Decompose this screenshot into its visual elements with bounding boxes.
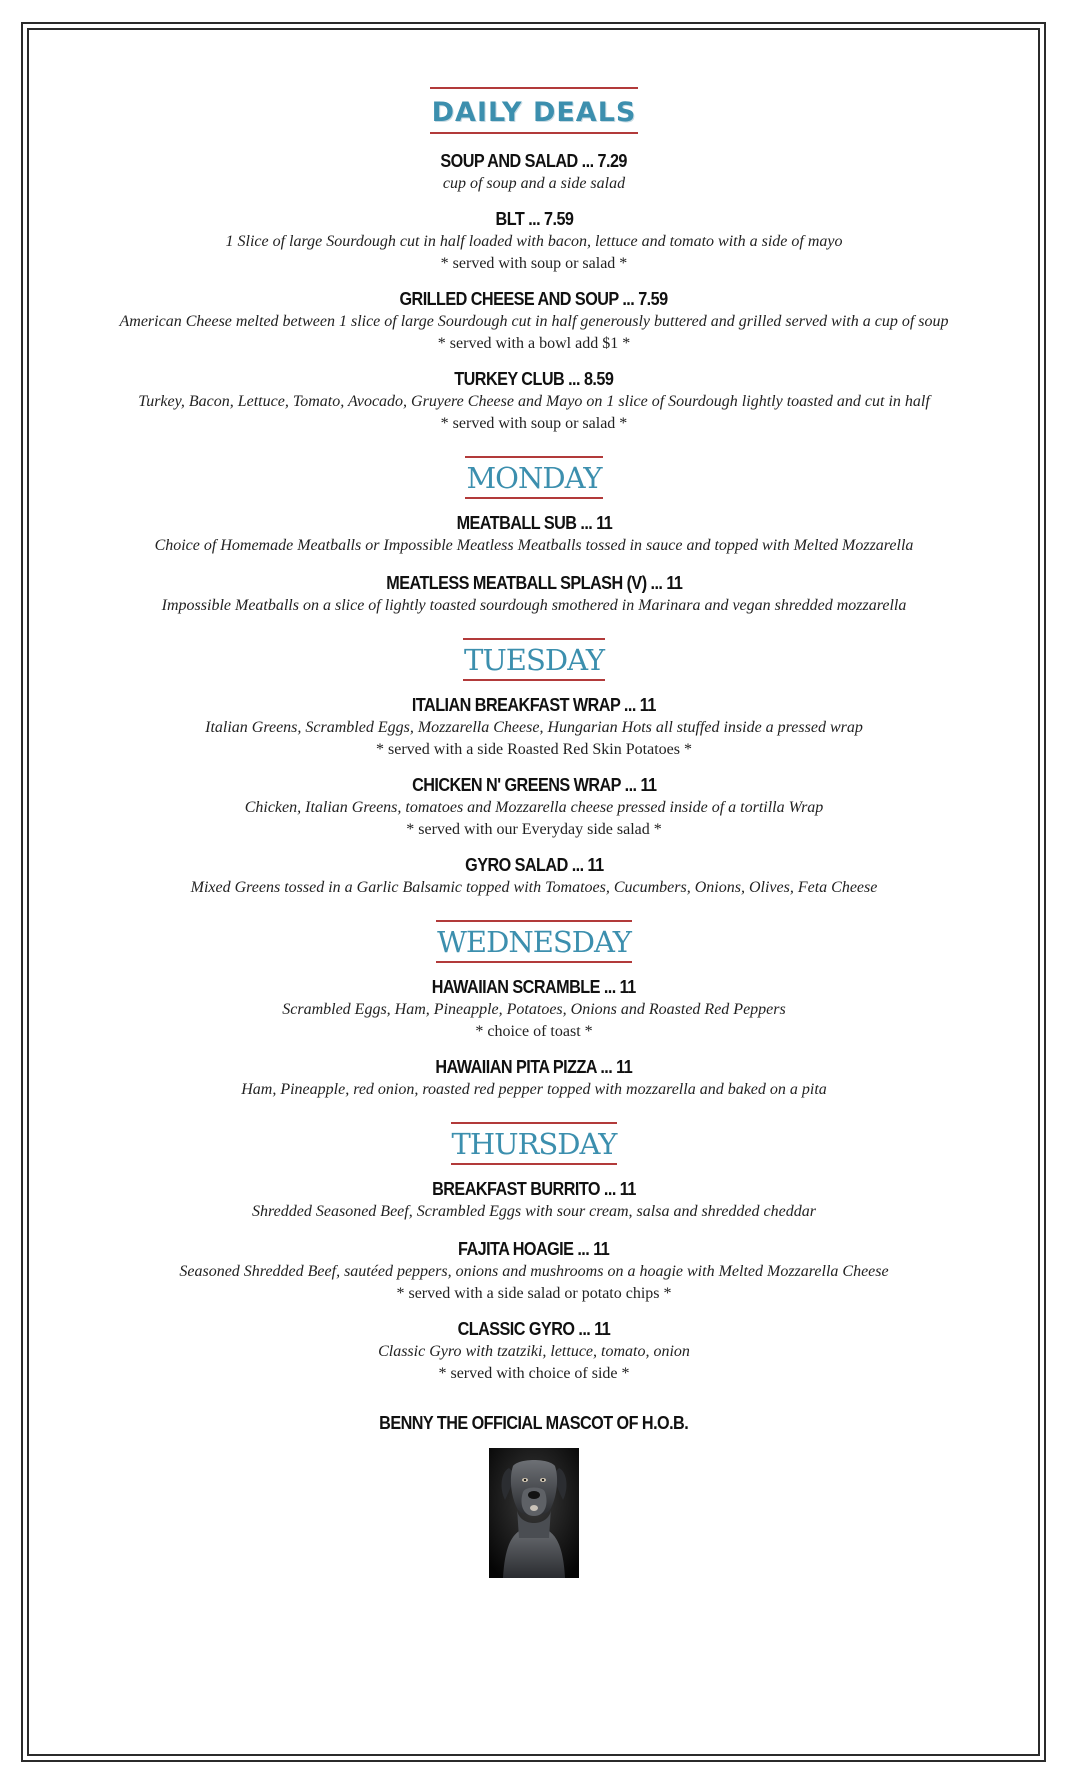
mascot-caption: BENNY THE OFFICIAL MASCOT OF H.O.B. — [379, 1413, 689, 1433]
item-name: GRILLED CHEESE AND SOUP ... 7.59 — [399, 289, 669, 309]
item-note: * served with our Everyday side salad * — [406, 821, 662, 838]
menu-item — [245, 774, 824, 841]
section-heading: WEDNESDAY — [436, 920, 632, 963]
item-description: American Cheese melted between 1 slice of large Sourdough cut in half generously buttered and grilled served with a cup of soup — [119, 313, 949, 330]
menu-item — [179, 1238, 888, 1305]
item-description: Shredded Seasoned Beef, Scrambled Eggs with sour cream, salsa and shredded cheddar — [252, 1203, 816, 1220]
item-name: FAJITA HOAGIE ... 11 — [458, 1239, 610, 1259]
item-name: ITALIAN BREAKFAST WRAP ... 11 — [412, 695, 656, 715]
menu-item — [119, 288, 948, 355]
menu-content — [30, 30, 1038, 1578]
section-heading: TUESDAY — [463, 638, 605, 681]
item-description: Seasoned Shredded Beef, sautéed peppers, onions and mushrooms on a hoagie with Melted Mozzarella Cheese — [179, 1263, 889, 1280]
mascot-dog-photo — [489, 1448, 579, 1578]
menu-item — [155, 512, 914, 557]
item-description: cup of soup and a side salad — [442, 175, 626, 192]
item-description: Italian Greens, Scrambled Eggs, Mozzarella Cheese, Hungarian Hots all stuffed inside a pressed wrap — [205, 719, 863, 736]
item-name: GYRO SALAD ... 11 — [464, 855, 604, 875]
item-name: SOUP AND SALAD ... 7.29 — [440, 151, 628, 171]
item-description: 1 Slice of large Sourdough cut in half loaded with bacon, lettuce and tomato with a side of mayo — [225, 233, 843, 250]
section-heading: THURSDAY — [451, 1122, 618, 1165]
menu-item — [162, 572, 907, 617]
item-name: BREAKFAST BURRITO ... 11 — [432, 1179, 636, 1199]
menu-item — [378, 1318, 690, 1385]
item-name: CLASSIC GYRO ... 11 — [457, 1319, 611, 1339]
section-tuesday — [30, 617, 1038, 899]
item-description: Mixed Greens tossed in a Garlic Balsamic topped with Tomatoes, Cucumbers, Onions, Olives, Feta Cheese — [190, 879, 878, 896]
item-description: Classic Gyro with tzatziki, lettuce, tomato, onion — [378, 1343, 690, 1360]
item-name: CHICKEN N' GREENS WRAP ... 11 — [411, 775, 657, 795]
item-description: Chicken, Italian Greens, tomatoes and Mozzarella cheese pressed inside of a tortilla Wrap — [244, 799, 824, 816]
item-name: HAWAIIAN PITA PIZZA ... 11 — [435, 1057, 633, 1077]
item-note: * served with a side salad or potato chips * — [396, 1285, 672, 1302]
item-note: * served with soup or salad * — [440, 255, 628, 272]
item-description: Turkey, Bacon, Lettuce, Tomato, Avocado, Gruyere Cheese and Mayo on 1 slice of Sourdough lightly toasted and cut in half — [138, 393, 930, 410]
menu-item — [252, 1178, 816, 1223]
menu-item — [226, 208, 843, 275]
item-note: * choice of toast * — [475, 1023, 593, 1040]
item-description: Scrambled Eggs, Ham, Pineapple, Potatoes, Onions and Roasted Red Peppers — [282, 1001, 786, 1018]
section-monday — [30, 435, 1038, 617]
menu-item — [430, 150, 637, 195]
menu-item — [282, 976, 785, 1043]
mascot-section — [30, 1385, 1038, 1578]
item-name: MEATBALL SUB ... 11 — [456, 513, 612, 533]
menu-item — [205, 694, 863, 761]
section-daily-deals — [30, 30, 1038, 435]
menu-item — [241, 1056, 827, 1101]
item-description: Ham, Pineapple, red onion, roasted red pepper topped with mozzarella and baked on a pita — [241, 1081, 827, 1098]
item-note: * served with choice of side * — [438, 1365, 630, 1382]
item-name: TURKEY CLUB ... 8.59 — [454, 369, 614, 389]
section-heading: DAILY DEALS — [430, 87, 639, 134]
item-note: * served with a side Roasted Red Skin Potatoes * — [376, 741, 692, 758]
section-thursday — [30, 1101, 1038, 1385]
menu-item — [138, 368, 930, 435]
item-name: BLT ... 7.59 — [495, 209, 573, 229]
item-note: * served with a bowl add $1 * — [437, 335, 631, 352]
item-name: MEATLESS MEATBALL SPLASH (V) ... 11 — [385, 573, 683, 593]
item-description: Choice of Homemade Meatballs or Impossible Meatless Meatballs tossed in sauce and topped with Melted Mozzarella — [154, 537, 914, 554]
item-note: * served with soup or salad * — [440, 415, 628, 432]
section-wednesday — [30, 899, 1038, 1101]
item-description: Impossible Meatballs on a slice of lightly toasted sourdough smothered in Marinara and vegan shredded mozzarella — [161, 597, 907, 614]
item-name: HAWAIIAN SCRAMBLE ... 11 — [432, 977, 636, 997]
menu-item — [191, 854, 878, 899]
section-heading: MONDAY — [465, 456, 602, 499]
